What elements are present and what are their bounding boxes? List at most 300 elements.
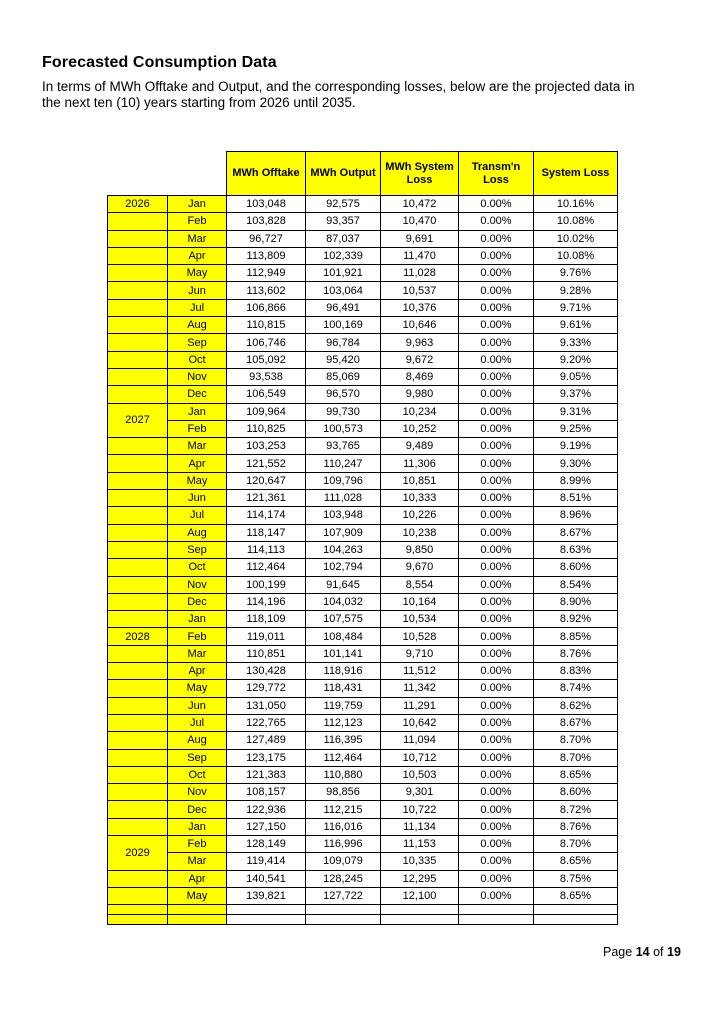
- mwh-offtake-cell: 105,092: [227, 351, 306, 368]
- year-cell: [108, 576, 168, 593]
- transmn-loss-cell: 0.00%: [459, 559, 534, 576]
- system-loss-cell: 8.99%: [534, 472, 618, 489]
- table-row: [108, 472, 618, 489]
- year-cell: [108, 299, 168, 316]
- table-row: [108, 230, 618, 247]
- mwh-system-loss-cell: 10,335: [381, 853, 459, 870]
- mwh-output-cell: 116,395: [306, 732, 381, 749]
- header-row: [108, 152, 618, 196]
- year-cell: [108, 317, 168, 334]
- mwh-offtake-cell: 93,538: [227, 368, 306, 385]
- month-cell: Oct: [168, 559, 227, 576]
- month-cell: Apr: [168, 663, 227, 680]
- transmn-loss-cell: 0.00%: [459, 784, 534, 801]
- mwh-offtake-cell: 110,815: [227, 317, 306, 334]
- mwh-offtake-cell: 121,552: [227, 455, 306, 472]
- mwh-offtake-cell: 123,175: [227, 749, 306, 766]
- mwh-system-loss-cell: 8,554: [381, 576, 459, 593]
- mwh-offtake-cell: 140,541: [227, 870, 306, 887]
- month-cell: Jul: [168, 714, 227, 731]
- empty-value-cell: [306, 915, 381, 925]
- system-loss-cell: 9.19%: [534, 438, 618, 455]
- table-row: [108, 420, 618, 437]
- mwh-offtake-cell: 122,765: [227, 714, 306, 731]
- month-cell: Aug: [168, 317, 227, 334]
- system-loss-cell: 10.08%: [534, 213, 618, 230]
- col-header-mwh-offtake: MWh Offtake: [227, 152, 306, 196]
- transmn-loss-cell: 0.00%: [459, 766, 534, 783]
- table-row: [108, 732, 618, 749]
- mwh-system-loss-cell: 11,291: [381, 697, 459, 714]
- year-cell: [108, 784, 168, 801]
- mwh-output-cell: 109,796: [306, 472, 381, 489]
- year-cell: [108, 663, 168, 680]
- page-footer: [603, 945, 681, 959]
- system-loss-cell: 8.85%: [534, 628, 618, 645]
- year-cell: [108, 351, 168, 368]
- mwh-output-cell: 102,794: [306, 559, 381, 576]
- mwh-offtake-cell: 103,828: [227, 213, 306, 230]
- transmn-loss-cell: 0.00%: [459, 818, 534, 835]
- empty-value-cell: [459, 915, 534, 925]
- mwh-offtake-cell: 108,157: [227, 784, 306, 801]
- table-row: [108, 490, 618, 507]
- mwh-offtake-cell: 114,113: [227, 541, 306, 558]
- transmn-loss-cell: 0.00%: [459, 368, 534, 385]
- mwh-output-cell: 100,573: [306, 420, 381, 437]
- mwh-system-loss-cell: 11,512: [381, 663, 459, 680]
- mwh-system-loss-cell: 10,712: [381, 749, 459, 766]
- table-row: [108, 835, 618, 852]
- system-loss-cell: 8.74%: [534, 680, 618, 697]
- table-row: [108, 801, 618, 818]
- year-cell: [108, 732, 168, 749]
- year-cell: [108, 611, 168, 628]
- system-loss-cell: 9.76%: [534, 265, 618, 282]
- mwh-output-cell: 96,570: [306, 386, 381, 403]
- transmn-loss-cell: 0.00%: [459, 697, 534, 714]
- table-row: [108, 455, 618, 472]
- mwh-output-cell: 103,064: [306, 282, 381, 299]
- mwh-offtake-cell: 114,196: [227, 593, 306, 610]
- intro-line-1: In terms of MWh Offtake and Output, and the corresponding losses, below are the projected data in: [42, 79, 635, 94]
- month-cell: Mar: [168, 230, 227, 247]
- system-loss-cell: 9.71%: [534, 299, 618, 316]
- mwh-system-loss-cell: 11,028: [381, 265, 459, 282]
- transmn-loss-cell: 0.00%: [459, 628, 534, 645]
- empty-row: [108, 915, 618, 925]
- empty-month-cell: [168, 915, 227, 925]
- mwh-output-cell: 96,784: [306, 334, 381, 351]
- month-cell: Aug: [168, 524, 227, 541]
- table-row: [108, 247, 618, 264]
- month-cell: May: [168, 887, 227, 904]
- footer-of-label: of: [653, 945, 664, 959]
- mwh-offtake-cell: 127,150: [227, 818, 306, 835]
- header-corner-cell: [108, 152, 227, 196]
- year-cell: [108, 766, 168, 783]
- year-cell: [108, 213, 168, 230]
- month-cell: Feb: [168, 420, 227, 437]
- mwh-output-cell: 111,028: [306, 490, 381, 507]
- mwh-output-cell: 85,069: [306, 368, 381, 385]
- month-cell: May: [168, 680, 227, 697]
- col-header-mwh-output: MWh Output: [306, 152, 381, 196]
- transmn-loss-cell: 0.00%: [459, 524, 534, 541]
- year-cell: [108, 697, 168, 714]
- transmn-loss-cell: 0.00%: [459, 213, 534, 230]
- table-row: [108, 887, 618, 904]
- system-loss-cell: 9.20%: [534, 351, 618, 368]
- mwh-offtake-cell: 119,011: [227, 628, 306, 645]
- system-loss-cell: 8.67%: [534, 714, 618, 731]
- month-cell: Apr: [168, 247, 227, 264]
- table-row: [108, 576, 618, 593]
- col-header-mwh-system-loss: MWh System Loss: [381, 152, 459, 196]
- transmn-loss-cell: 0.00%: [459, 196, 534, 213]
- mwh-system-loss-cell: 10,722: [381, 801, 459, 818]
- month-cell: Mar: [168, 645, 227, 662]
- year-cell: [108, 818, 168, 835]
- system-loss-cell: 8.65%: [534, 766, 618, 783]
- month-cell: Apr: [168, 870, 227, 887]
- mwh-offtake-cell: 122,936: [227, 801, 306, 818]
- month-cell: Feb: [168, 628, 227, 645]
- mwh-system-loss-cell: 9,963: [381, 334, 459, 351]
- mwh-system-loss-cell: 11,306: [381, 455, 459, 472]
- month-cell: May: [168, 472, 227, 489]
- system-loss-cell: 8.72%: [534, 801, 618, 818]
- year-cell: [108, 386, 168, 403]
- mwh-output-cell: 109,079: [306, 853, 381, 870]
- transmn-loss-cell: 0.00%: [459, 455, 534, 472]
- mwh-system-loss-cell: 8,469: [381, 368, 459, 385]
- year-cell: [108, 870, 168, 887]
- mwh-system-loss-cell: 10,164: [381, 593, 459, 610]
- table-row: [108, 541, 618, 558]
- mwh-offtake-cell: 121,361: [227, 490, 306, 507]
- year-cell: [108, 593, 168, 610]
- mwh-system-loss-cell: 9,691: [381, 230, 459, 247]
- year-cell: [108, 472, 168, 489]
- transmn-loss-cell: 0.00%: [459, 438, 534, 455]
- table-row: [108, 559, 618, 576]
- mwh-offtake-cell: 112,464: [227, 559, 306, 576]
- transmn-loss-cell: 0.00%: [459, 853, 534, 870]
- table-row: [108, 196, 618, 213]
- intro-text: [42, 79, 635, 111]
- transmn-loss-cell: 0.00%: [459, 732, 534, 749]
- system-loss-cell: 8.75%: [534, 870, 618, 887]
- year-cell: [108, 507, 168, 524]
- month-cell: Feb: [168, 213, 227, 230]
- empty-month-cell: [168, 905, 227, 915]
- year-label-cell: 2029: [108, 835, 168, 870]
- month-cell: Mar: [168, 438, 227, 455]
- system-loss-cell: 8.90%: [534, 593, 618, 610]
- col-header-system-loss: System Loss: [534, 152, 618, 196]
- table-row: [108, 282, 618, 299]
- mwh-system-loss-cell: 9,489: [381, 438, 459, 455]
- mwh-output-cell: 108,484: [306, 628, 381, 645]
- transmn-loss-cell: 0.00%: [459, 386, 534, 403]
- table-row: [108, 265, 618, 282]
- transmn-loss-cell: 0.00%: [459, 801, 534, 818]
- system-loss-cell: 9.33%: [534, 334, 618, 351]
- mwh-offtake-cell: 130,428: [227, 663, 306, 680]
- year-label-cell: 2028: [108, 628, 168, 645]
- mwh-system-loss-cell: 12,295: [381, 870, 459, 887]
- table-row: [108, 663, 618, 680]
- mwh-output-cell: 112,215: [306, 801, 381, 818]
- mwh-system-loss-cell: 12,100: [381, 887, 459, 904]
- month-cell: Jan: [168, 196, 227, 213]
- mwh-output-cell: 93,357: [306, 213, 381, 230]
- mwh-output-cell: 110,247: [306, 455, 381, 472]
- year-label-cell: 2026: [108, 196, 168, 213]
- empty-value-cell: [306, 905, 381, 915]
- system-loss-cell: 8.76%: [534, 645, 618, 662]
- mwh-system-loss-cell: 10,642: [381, 714, 459, 731]
- mwh-output-cell: 87,037: [306, 230, 381, 247]
- mwh-system-loss-cell: 10,470: [381, 213, 459, 230]
- transmn-loss-cell: 0.00%: [459, 472, 534, 489]
- mwh-output-cell: 101,141: [306, 645, 381, 662]
- empty-value-cell: [381, 905, 459, 915]
- table-row: [108, 766, 618, 783]
- system-loss-cell: 9.30%: [534, 455, 618, 472]
- mwh-system-loss-cell: 10,646: [381, 317, 459, 334]
- mwh-offtake-cell: 100,199: [227, 576, 306, 593]
- mwh-offtake-cell: 118,109: [227, 611, 306, 628]
- mwh-offtake-cell: 118,147: [227, 524, 306, 541]
- table-row: [108, 645, 618, 662]
- mwh-offtake-cell: 96,727: [227, 230, 306, 247]
- mwh-output-cell: 112,464: [306, 749, 381, 766]
- empty-value-cell: [227, 915, 306, 925]
- mwh-offtake-cell: 110,851: [227, 645, 306, 662]
- transmn-loss-cell: 0.00%: [459, 403, 534, 420]
- year-cell: [108, 801, 168, 818]
- mwh-output-cell: 104,263: [306, 541, 381, 558]
- month-cell: Nov: [168, 784, 227, 801]
- month-cell: Feb: [168, 835, 227, 852]
- table-row: [108, 386, 618, 403]
- mwh-output-cell: 110,880: [306, 766, 381, 783]
- year-cell: [108, 887, 168, 904]
- mwh-system-loss-cell: 10,534: [381, 611, 459, 628]
- system-loss-cell: 10.16%: [534, 196, 618, 213]
- table-row: [108, 507, 618, 524]
- mwh-system-loss-cell: 11,134: [381, 818, 459, 835]
- table-row: [108, 593, 618, 610]
- mwh-system-loss-cell: 10,503: [381, 766, 459, 783]
- empty-value-cell: [534, 905, 618, 915]
- year-cell: [108, 368, 168, 385]
- mwh-offtake-cell: 106,866: [227, 299, 306, 316]
- year-cell: [108, 749, 168, 766]
- mwh-output-cell: 128,245: [306, 870, 381, 887]
- mwh-offtake-cell: 113,602: [227, 282, 306, 299]
- consumption-table: [107, 151, 618, 925]
- transmn-loss-cell: 0.00%: [459, 334, 534, 351]
- month-cell: Jul: [168, 299, 227, 316]
- table-row: [108, 714, 618, 731]
- month-cell: Dec: [168, 801, 227, 818]
- mwh-system-loss-cell: 11,153: [381, 835, 459, 852]
- year-cell: [108, 524, 168, 541]
- mwh-system-loss-cell: 9,850: [381, 541, 459, 558]
- mwh-offtake-cell: 109,964: [227, 403, 306, 420]
- year-label-cell: 2027: [108, 403, 168, 438]
- mwh-offtake-cell: 106,549: [227, 386, 306, 403]
- month-cell: Mar: [168, 853, 227, 870]
- mwh-system-loss-cell: 10,333: [381, 490, 459, 507]
- year-cell: [108, 645, 168, 662]
- mwh-output-cell: 116,016: [306, 818, 381, 835]
- footer-page-label: Page: [603, 945, 633, 959]
- year-cell: [108, 714, 168, 731]
- mwh-system-loss-cell: 10,851: [381, 472, 459, 489]
- table-row: [108, 438, 618, 455]
- transmn-loss-cell: 0.00%: [459, 351, 534, 368]
- mwh-system-loss-cell: 10,528: [381, 628, 459, 645]
- transmn-loss-cell: 0.00%: [459, 265, 534, 282]
- month-cell: Jan: [168, 403, 227, 420]
- system-loss-cell: 8.63%: [534, 541, 618, 558]
- system-loss-cell: 8.62%: [534, 697, 618, 714]
- transmn-loss-cell: 0.00%: [459, 835, 534, 852]
- mwh-system-loss-cell: 11,094: [381, 732, 459, 749]
- month-cell: Jun: [168, 490, 227, 507]
- month-cell: Dec: [168, 593, 227, 610]
- system-loss-cell: 8.83%: [534, 663, 618, 680]
- mwh-system-loss-cell: 10,376: [381, 299, 459, 316]
- system-loss-cell: 9.28%: [534, 282, 618, 299]
- table-row: [108, 368, 618, 385]
- mwh-output-cell: 95,420: [306, 351, 381, 368]
- transmn-loss-cell: 0.00%: [459, 541, 534, 558]
- mwh-output-cell: 96,491: [306, 299, 381, 316]
- system-loss-cell: 9.31%: [534, 403, 618, 420]
- month-cell: Dec: [168, 386, 227, 403]
- empty-year-cell: [108, 915, 168, 925]
- transmn-loss-cell: 0.00%: [459, 317, 534, 334]
- month-cell: May: [168, 265, 227, 282]
- transmn-loss-cell: 0.00%: [459, 749, 534, 766]
- mwh-offtake-cell: 113,809: [227, 247, 306, 264]
- system-loss-cell: 9.25%: [534, 420, 618, 437]
- footer-total-pages: 19: [667, 945, 681, 959]
- intro-line-2: the next ten (10) years starting from 2026 until 2035.: [42, 95, 356, 110]
- mwh-output-cell: 104,032: [306, 593, 381, 610]
- month-cell: Nov: [168, 368, 227, 385]
- mwh-output-cell: 107,575: [306, 611, 381, 628]
- year-cell: [108, 541, 168, 558]
- mwh-system-loss-cell: 9,301: [381, 784, 459, 801]
- table-row: [108, 680, 618, 697]
- mwh-offtake-cell: 121,383: [227, 766, 306, 783]
- table-row: [108, 299, 618, 316]
- transmn-loss-cell: 0.00%: [459, 663, 534, 680]
- table-row: [108, 628, 618, 645]
- mwh-offtake-cell: 127,489: [227, 732, 306, 749]
- empty-value-cell: [227, 905, 306, 915]
- mwh-system-loss-cell: 9,980: [381, 386, 459, 403]
- system-loss-cell: 8.65%: [534, 887, 618, 904]
- table-row: [108, 749, 618, 766]
- system-loss-cell: 10.02%: [534, 230, 618, 247]
- system-loss-cell: 8.51%: [534, 490, 618, 507]
- mwh-output-cell: 127,722: [306, 887, 381, 904]
- year-cell: [108, 334, 168, 351]
- month-cell: Sep: [168, 334, 227, 351]
- month-cell: Jun: [168, 697, 227, 714]
- mwh-output-cell: 102,339: [306, 247, 381, 264]
- year-cell: [108, 680, 168, 697]
- table-row: [108, 334, 618, 351]
- table-row: [108, 524, 618, 541]
- transmn-loss-cell: 0.00%: [459, 680, 534, 697]
- mwh-system-loss-cell: 10,252: [381, 420, 459, 437]
- system-loss-cell: 10.08%: [534, 247, 618, 264]
- mwh-output-cell: 103,948: [306, 507, 381, 524]
- table-row: [108, 213, 618, 230]
- system-loss-cell: 8.54%: [534, 576, 618, 593]
- year-cell: [108, 490, 168, 507]
- mwh-output-cell: 91,645: [306, 576, 381, 593]
- table-row: [108, 697, 618, 714]
- table-row: [108, 351, 618, 368]
- mwh-system-loss-cell: 9,672: [381, 351, 459, 368]
- mwh-offtake-cell: 120,647: [227, 472, 306, 489]
- month-cell: Jul: [168, 507, 227, 524]
- table-row: [108, 818, 618, 835]
- system-loss-cell: 8.96%: [534, 507, 618, 524]
- month-cell: Sep: [168, 541, 227, 558]
- transmn-loss-cell: 0.00%: [459, 420, 534, 437]
- year-cell: [108, 559, 168, 576]
- year-cell: [108, 265, 168, 282]
- mwh-system-loss-cell: 11,470: [381, 247, 459, 264]
- mwh-system-loss-cell: 9,710: [381, 645, 459, 662]
- transmn-loss-cell: 0.00%: [459, 611, 534, 628]
- year-cell: [108, 247, 168, 264]
- mwh-output-cell: 107,909: [306, 524, 381, 541]
- mwh-system-loss-cell: 10,537: [381, 282, 459, 299]
- mwh-offtake-cell: 139,821: [227, 887, 306, 904]
- mwh-output-cell: 116,996: [306, 835, 381, 852]
- mwh-output-cell: 119,759: [306, 697, 381, 714]
- table-row: [108, 870, 618, 887]
- page-title: Forecasted Consumption Data: [42, 54, 277, 71]
- month-cell: Apr: [168, 455, 227, 472]
- table-row: [108, 611, 618, 628]
- system-loss-cell: 8.67%: [534, 524, 618, 541]
- mwh-offtake-cell: 103,048: [227, 196, 306, 213]
- col-header-transmn-loss: Transm'n Loss: [459, 152, 534, 196]
- transmn-loss-cell: 0.00%: [459, 282, 534, 299]
- transmn-loss-cell: 0.00%: [459, 230, 534, 247]
- system-loss-cell: 8.65%: [534, 853, 618, 870]
- mwh-output-cell: 100,169: [306, 317, 381, 334]
- mwh-offtake-cell: 112,949: [227, 265, 306, 282]
- month-cell: Nov: [168, 576, 227, 593]
- mwh-system-loss-cell: 11,342: [381, 680, 459, 697]
- month-cell: Jan: [168, 611, 227, 628]
- mwh-offtake-cell: 131,050: [227, 697, 306, 714]
- system-loss-cell: 8.70%: [534, 835, 618, 852]
